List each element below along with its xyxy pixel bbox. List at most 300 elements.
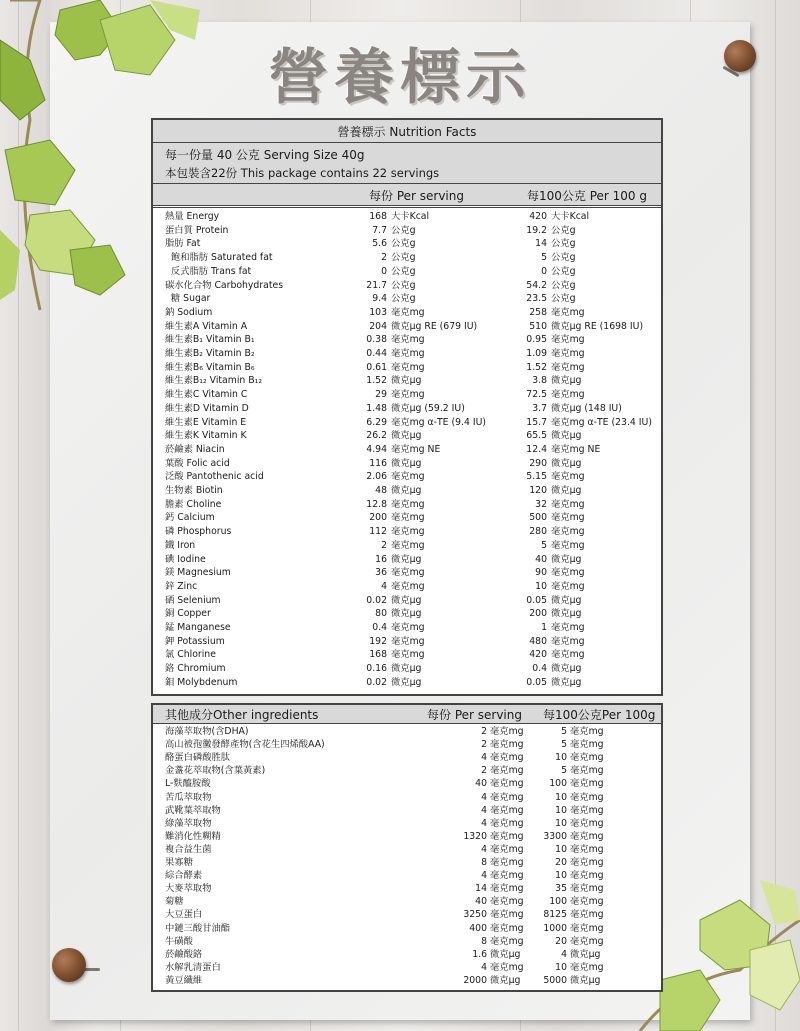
per-serving-unit: 毫克mg xyxy=(391,649,425,661)
per-100g-value: 120 xyxy=(529,485,547,496)
per-serving-value: 16 xyxy=(375,553,387,565)
per-serving-unit: 毫克mg xyxy=(490,922,524,934)
nutrient-row xyxy=(153,553,661,567)
per-100g-unit: 毫克mg xyxy=(570,857,604,868)
per-serving-unit: 毫克mg xyxy=(490,765,524,777)
ingredient-row xyxy=(153,922,661,935)
per-serving-unit: 毫克mg xyxy=(391,471,425,483)
ingredient-row xyxy=(153,882,661,895)
per-100g-value: 72.5 xyxy=(526,389,547,401)
per-100g-unit: 微克μg xyxy=(551,553,582,565)
per-100g-unit: 毫克mg xyxy=(570,935,604,947)
item-name: 大麥萃取物 xyxy=(165,883,212,895)
ingredient-row xyxy=(153,869,661,882)
per-serving-unit: 毫克mg xyxy=(391,389,425,401)
per-serving-value: 0.38 xyxy=(366,334,387,346)
per-100g-unit: 毫克mg xyxy=(570,909,604,921)
per-100g-value: 3.7 xyxy=(532,402,547,414)
per-serving-unit: 毫克mg xyxy=(391,580,425,592)
per-serving-unit: 公克g xyxy=(391,252,416,264)
item-name: 菸鹼酸鉻 xyxy=(165,948,203,960)
ingredient-row xyxy=(153,974,661,987)
per-100g-value: 420 xyxy=(529,211,547,222)
per-serving-value: 36 xyxy=(375,567,387,579)
per-100g-value: 90 xyxy=(535,567,547,579)
other-header-row xyxy=(153,705,661,723)
per-100g-value: 0.4 xyxy=(532,663,547,675)
item-name: 氯 Chlorine xyxy=(165,649,216,661)
per-serving-value: 80 xyxy=(375,608,387,620)
per-serving-value: 0.44 xyxy=(366,348,387,359)
per-serving-unit: 微克μg xyxy=(391,553,422,565)
item-name: 鐵 Iron xyxy=(165,539,196,551)
item-name: 蛋白質 Protein xyxy=(165,224,229,236)
per-serving-unit: 毫克mg xyxy=(490,778,524,790)
table-title: 營養標示 Nutrition Facts xyxy=(337,125,477,139)
item-name: 鈉 Sodium xyxy=(165,306,213,318)
nutrient-row xyxy=(153,374,661,388)
per-serving-unit: 微克μg xyxy=(391,676,422,688)
item-name: 脂肪 Fat xyxy=(165,238,201,250)
per-serving-value: 5.6 xyxy=(372,238,387,250)
per-serving-value: 1.6 xyxy=(472,948,487,960)
per-100g-value: 100 xyxy=(549,778,567,790)
item-name: 黃豆纖維 xyxy=(165,974,203,986)
per-100g-unit: 毫克mg xyxy=(551,471,585,483)
item-name: 錳 Manganese xyxy=(165,622,231,633)
per-serving-value: 200 xyxy=(369,512,387,524)
per-serving-unit: 毫克mg xyxy=(391,622,425,633)
per-100g-unit: 毫克mg α-TE (23.4 IU) xyxy=(551,416,652,428)
nutrient-row xyxy=(153,265,661,279)
per-serving-unit: 微克μg xyxy=(391,375,422,387)
nutrient-row xyxy=(153,388,661,402)
per-100g-unit: 公克g xyxy=(551,238,576,250)
other-col-per-serving: 每份 Per serving xyxy=(427,708,522,722)
nutrient-row xyxy=(153,237,661,251)
per-serving-unit: 微克μg RE (679 IU) xyxy=(391,320,478,332)
per-100g-unit: 毫克mg xyxy=(551,498,585,510)
per-100g-value: 0.05 xyxy=(526,676,547,688)
per-serving-unit: 毫克mg xyxy=(391,512,425,524)
nutrient-row xyxy=(153,525,661,539)
ingredient-row xyxy=(153,935,661,948)
per-serving-value: 2.06 xyxy=(366,471,387,483)
nutrient-row xyxy=(153,279,661,293)
per-100g-value: 420 xyxy=(529,649,547,661)
item-name: 鉀 Potassium xyxy=(165,635,225,647)
item-name: 鎂 Magnesium xyxy=(165,567,231,579)
per-100g-value: 20 xyxy=(555,857,567,868)
per-100g-unit: 毫克mg xyxy=(570,843,604,855)
per-serving-unit: 毫克mg xyxy=(391,306,425,318)
per-serving-unit: 毫克mg xyxy=(490,857,524,868)
per-100g-value: 40 xyxy=(535,553,547,565)
per-100g-value: 20 xyxy=(555,935,567,947)
per-100g-value: 10 xyxy=(555,804,567,816)
per-100g-value: 5 xyxy=(541,539,547,551)
per-100g-unit: 毫克mg xyxy=(551,649,585,661)
per-serving-unit: 公克g xyxy=(391,224,416,236)
per-serving-unit: 微克μg xyxy=(391,608,422,620)
per-100g-value: 32 xyxy=(535,498,547,510)
per-100g-unit: 毫克mg xyxy=(551,539,585,551)
per-serving-value: 3250 xyxy=(463,909,487,921)
other-col-per-100g: 每100公克Per 100g xyxy=(543,708,656,722)
per-serving-unit: 毫克mg xyxy=(391,539,425,551)
per-100g-unit: 毫克mg xyxy=(551,567,585,579)
per-serving-value: 2000 xyxy=(463,974,487,986)
item-name: 膽素 Choline xyxy=(165,498,222,510)
item-name: 維生素B₁ Vitamin B₁ xyxy=(165,334,255,346)
ingredient-row xyxy=(153,948,661,961)
per-100g-value: 5 xyxy=(541,252,547,264)
item-name: 鋅 Zinc xyxy=(165,580,198,592)
per-100g-value: 35 xyxy=(555,883,567,895)
item-name: 複合益生菌 xyxy=(165,843,212,855)
per-100g-value: 10 xyxy=(555,817,567,829)
per-100g-unit: 大卡Kcal xyxy=(551,211,590,222)
per-serving-value: 192 xyxy=(369,635,387,647)
item-name: 生物素 Biotin xyxy=(165,485,223,496)
per-100g-value: 4 xyxy=(561,948,567,960)
divider xyxy=(153,207,661,208)
nutrient-row xyxy=(153,470,661,484)
per-serving-unit: 毫克mg xyxy=(391,635,425,647)
per-serving-value: 112 xyxy=(369,526,387,538)
per-serving-value: 40 xyxy=(475,896,487,908)
per-serving-value: 116 xyxy=(369,457,387,469)
item-name: 中鏈三酸甘油酯 xyxy=(165,922,231,934)
divider xyxy=(153,205,661,206)
item-name: 海藻萃取物(含DHA) xyxy=(165,726,249,737)
per-100g-value: 12.4 xyxy=(526,443,547,455)
per-100g-value: 258 xyxy=(529,306,547,318)
nutrient-row xyxy=(153,333,661,347)
per-100g-unit: 毫克mg xyxy=(551,635,585,647)
nutrient-row xyxy=(153,511,661,525)
per-100g-value: 290 xyxy=(529,457,547,469)
per-serving-unit: 微克μg xyxy=(391,663,422,675)
per-serving-value: 4 xyxy=(481,804,487,816)
per-serving-value: 0.16 xyxy=(366,663,387,675)
per-100g-unit: 毫克mg xyxy=(551,361,585,373)
item-name: 酪蛋白磷酸胜肽 xyxy=(165,752,231,764)
per-100g-unit: 微克μg RE (1698 IU) xyxy=(551,320,644,332)
item-name: 鉬 Molybdenum xyxy=(165,676,238,688)
per-serving-unit: 毫克mg xyxy=(391,348,425,359)
per-serving-unit: 公克g xyxy=(391,265,416,277)
page-title: 營養標示 xyxy=(268,43,532,113)
ingredient-row xyxy=(153,777,661,790)
item-name: 武靴葉萃取物 xyxy=(165,804,221,816)
per-serving-value: 48 xyxy=(375,485,387,496)
item-name: 綜合酵素 xyxy=(165,870,203,882)
per-serving-unit: 毫克mg xyxy=(391,526,425,538)
per-serving-unit: 毫克mg xyxy=(490,804,524,816)
per-100g-unit: 微克μg xyxy=(570,974,601,986)
per-100g-value: 1.52 xyxy=(526,361,547,373)
item-name: 飽和脂肪 Saturated fat xyxy=(165,252,273,264)
item-name: 牛磺酸 xyxy=(165,935,193,947)
per-100g-value: 1.09 xyxy=(526,348,547,359)
per-serving-value: 4 xyxy=(381,580,387,592)
per-serving-value: 2 xyxy=(481,739,487,751)
ingredient-row xyxy=(153,738,661,751)
per-serving-value: 400 xyxy=(469,922,487,934)
per-serving-value: 2 xyxy=(381,252,387,264)
per-serving-unit: 毫克mg xyxy=(490,817,524,829)
per-serving-unit: 毫克mg xyxy=(490,791,524,803)
per-serving-value: 8 xyxy=(481,857,487,868)
item-name: 反式脂肪 Trans fat xyxy=(165,265,252,277)
per-100g-unit: 毫克mg xyxy=(570,778,604,790)
ingredient-row xyxy=(153,908,661,921)
item-name: 熱量 Energy xyxy=(165,211,220,222)
per-serving-value: 4 xyxy=(481,817,487,829)
per-100g-value: 14 xyxy=(535,238,547,250)
per-100g-unit: 毫克mg xyxy=(551,389,585,401)
per-serving-value: 4 xyxy=(481,752,487,764)
per-100g-unit: 毫克mg NE xyxy=(551,443,601,455)
item-name: 水解乳清蛋白 xyxy=(165,961,221,973)
ingredient-row xyxy=(153,725,661,738)
ingredient-row xyxy=(153,817,661,830)
per-100g-unit: 毫克mg xyxy=(551,348,585,359)
per-100g-unit: 毫克mg xyxy=(570,752,604,764)
per-100g-value: 200 xyxy=(529,608,547,620)
per-100g-value: 5 xyxy=(561,739,567,751)
item-name: 泛酸 Pantothenic acid xyxy=(165,471,264,483)
per-100g-value: 5 xyxy=(561,765,567,777)
per-100g-value: 280 xyxy=(529,526,547,538)
per-serving-value: 2 xyxy=(481,726,487,737)
item-name: 綠藻萃取物 xyxy=(165,817,212,829)
per-serving-unit: 毫克mg xyxy=(490,961,524,973)
ingredient-row xyxy=(153,764,661,777)
per-serving-value: 0.02 xyxy=(366,594,387,606)
per-serving-value: 0.02 xyxy=(366,676,387,688)
per-100g-unit: 毫克mg xyxy=(551,334,585,346)
per-100g-unit: 微克μg xyxy=(570,948,601,960)
per-100g-value: 65.5 xyxy=(526,430,547,442)
per-serving-unit: 毫克mg NE xyxy=(391,443,441,455)
nutrient-row xyxy=(153,594,661,608)
per-serving-unit: 大卡Kcal xyxy=(391,211,430,222)
per-100g-unit: 毫克mg xyxy=(551,512,585,524)
item-name: 鈣 Calcium xyxy=(165,512,215,524)
per-100g-unit: 毫克mg xyxy=(570,922,604,934)
per-100g-value: 10 xyxy=(555,870,567,882)
per-100g-unit: 毫克mg xyxy=(570,830,604,842)
col-per-100g-header: 每100公克 Per 100 g xyxy=(527,189,647,203)
per-100g-unit: 毫克mg xyxy=(551,580,585,592)
per-100g-unit: 公克g xyxy=(551,252,576,264)
per-100g-value: 0.05 xyxy=(526,594,547,606)
per-serving-unit: 毫克mg xyxy=(490,843,524,855)
per-100g-value: 5.15 xyxy=(526,471,547,483)
nutrient-row xyxy=(153,429,661,443)
other-ingredients-table xyxy=(151,703,663,992)
other-title: 其他成分Other ingredients xyxy=(165,708,319,722)
per-serving-value: 103 xyxy=(369,306,387,318)
per-100g-unit: 微克μg xyxy=(551,676,582,688)
nutrient-row xyxy=(153,635,661,649)
nutrient-row xyxy=(153,292,661,306)
per-serving-value: 4 xyxy=(481,961,487,973)
nutrient-row xyxy=(153,566,661,580)
per-100g-unit: 微克μg xyxy=(551,663,582,675)
per-100g-unit: 微克μg xyxy=(551,375,582,387)
item-name: 金盞花萃取物(含葉黃素) xyxy=(165,765,266,777)
nutrient-row xyxy=(153,347,661,361)
per-100g-value: 23.5 xyxy=(526,293,547,305)
item-name: 硒 Selenium xyxy=(165,594,221,606)
column-header-row xyxy=(153,184,661,205)
nutrient-row xyxy=(153,443,661,457)
per-serving-unit: 微克μg xyxy=(391,485,422,496)
per-serving-unit: 微克μg xyxy=(490,948,521,960)
pushpin-icon xyxy=(724,40,756,72)
item-name: 糖 Sugar xyxy=(165,293,211,305)
item-name: 碳水化合物 Carbohydrates xyxy=(165,279,284,291)
item-name: 銅 Copper xyxy=(165,608,211,620)
table-title-row xyxy=(153,120,661,142)
per-100g-value: 0.95 xyxy=(526,334,547,346)
per-100g-unit: 毫克mg xyxy=(551,622,585,633)
per-serving-unit: 毫克mg xyxy=(490,830,524,842)
nutrient-row xyxy=(153,251,661,265)
col-per-serving-header: 每份 Per serving xyxy=(369,189,464,203)
per-serving-value: 7.7 xyxy=(372,224,387,236)
nutrient-row xyxy=(153,457,661,471)
per-100g-value: 480 xyxy=(529,635,547,647)
per-100g-value: 3300 xyxy=(543,830,567,842)
per-serving-unit: 微克μg xyxy=(490,974,521,986)
ingredient-row xyxy=(153,895,661,908)
nutrient-row xyxy=(153,416,661,430)
item-name: 維生素K Vitamin K xyxy=(165,430,247,442)
per-serving-unit: 毫克mg xyxy=(490,726,524,737)
per-100g-value: 10 xyxy=(555,961,567,973)
nutrient-row xyxy=(153,484,661,498)
per-serving-value: 29 xyxy=(375,389,387,401)
per-100g-value: 19.2 xyxy=(526,224,547,236)
per-serving-unit: 微克μg (59.2 IU) xyxy=(391,402,465,414)
per-100g-unit: 微克μg (148 IU) xyxy=(551,402,622,414)
per-100g-value: 100 xyxy=(549,896,567,908)
per-serving-unit: 微克μg xyxy=(391,594,422,606)
nutrient-row xyxy=(153,648,661,662)
item-name: 碘 Iodine xyxy=(165,553,206,565)
per-serving-value: 4.94 xyxy=(366,443,387,455)
per-100g-unit: 微克μg xyxy=(551,430,582,442)
per-serving-value: 9.4 xyxy=(372,293,387,305)
per-serving-unit: 毫克mg xyxy=(490,935,524,947)
per-100g-value: 5000 xyxy=(543,974,567,986)
per-100g-unit: 毫克mg xyxy=(570,726,604,737)
per-100g-unit: 毫克mg xyxy=(570,961,604,973)
per-serving-unit: 微克μg xyxy=(391,430,422,442)
per-100g-unit: 微克μg xyxy=(551,594,582,606)
item-name: 維生素E Vitamin E xyxy=(165,416,247,428)
per-100g-unit: 毫克mg xyxy=(570,739,604,751)
per-100g-unit: 毫克mg xyxy=(570,870,604,882)
per-100g-unit: 毫克mg xyxy=(570,896,604,908)
per-serving-unit: 毫克mg xyxy=(490,752,524,764)
per-serving-value: 26.2 xyxy=(366,430,387,442)
per-serving-value: 204 xyxy=(369,320,387,332)
per-100g-unit: 毫克mg xyxy=(551,306,585,318)
per-serving-unit: 毫克mg xyxy=(490,883,524,895)
per-serving-unit: 公克g xyxy=(391,279,416,291)
per-serving-value: 14 xyxy=(475,883,487,895)
per-serving-unit: 毫克mg xyxy=(391,498,425,510)
item-name: 維生素A Vitamin A xyxy=(165,320,248,332)
per-100g-unit: 微克μg xyxy=(551,457,582,469)
ingredient-row xyxy=(153,856,661,869)
nutrient-row xyxy=(153,607,661,621)
nutrient-row xyxy=(153,621,661,635)
nutrient-row xyxy=(153,402,661,416)
per-100g-value: 1 xyxy=(541,622,547,633)
per-serving-value: 21.7 xyxy=(366,279,387,291)
per-100g-unit: 毫克mg xyxy=(570,791,604,803)
item-name: 苦瓜萃取物 xyxy=(165,791,212,803)
per-serving-value: 0.4 xyxy=(372,622,387,633)
per-100g-unit: 毫克mg xyxy=(570,804,604,816)
item-name: 維生素C Vitamin C xyxy=(165,389,248,401)
per-100g-value: 510 xyxy=(529,320,547,332)
nutrient-row xyxy=(153,361,661,375)
per-100g-value: 3.8 xyxy=(532,375,547,387)
per-serving-value: 4 xyxy=(481,843,487,855)
item-name: 菊糖 xyxy=(165,896,184,908)
per-serving-value: 168 xyxy=(369,649,387,661)
per-100g-unit: 公克g xyxy=(551,279,576,291)
per-100g-unit: 公克g xyxy=(551,293,576,305)
per-serving-value: 6.29 xyxy=(366,416,387,428)
per-serving-value: 0.61 xyxy=(366,361,387,373)
nutrition-facts-table xyxy=(151,118,663,696)
per-serving-value: 4 xyxy=(481,791,487,803)
per-100g-value: 5 xyxy=(561,726,567,737)
ingredient-row xyxy=(153,804,661,817)
per-100g-unit: 公克g xyxy=(551,265,576,277)
per-serving-unit: 毫克mg xyxy=(391,334,425,346)
nutrient-row xyxy=(153,580,661,594)
item-name: 難消化性糊精 xyxy=(165,830,221,842)
ingredient-row xyxy=(153,791,661,804)
item-name: 維生素B₁₂ Vitamin B₁₂ xyxy=(165,375,263,387)
item-name: 葉酸 Folic acid xyxy=(165,457,230,469)
nutrient-row xyxy=(153,210,661,224)
per-100g-value: 54.2 xyxy=(526,279,547,291)
per-100g-unit: 毫克mg xyxy=(570,765,604,777)
per-100g-value: 10 xyxy=(555,752,567,764)
per-serving-value: 1320 xyxy=(463,830,487,842)
per-100g-unit: 毫克mg xyxy=(570,883,604,895)
nutrient-row xyxy=(153,320,661,334)
per-100g-unit: 公克g xyxy=(551,224,576,236)
per-serving-value: 1.52 xyxy=(366,375,387,387)
nutrient-row xyxy=(153,306,661,320)
per-serving-value: 2 xyxy=(481,765,487,777)
per-serving-value: 168 xyxy=(369,211,387,222)
item-name: 維生素D Vitamin D xyxy=(165,402,249,414)
item-name: 大豆蛋白 xyxy=(165,909,203,921)
per-serving-unit: 毫克mg xyxy=(391,361,425,373)
